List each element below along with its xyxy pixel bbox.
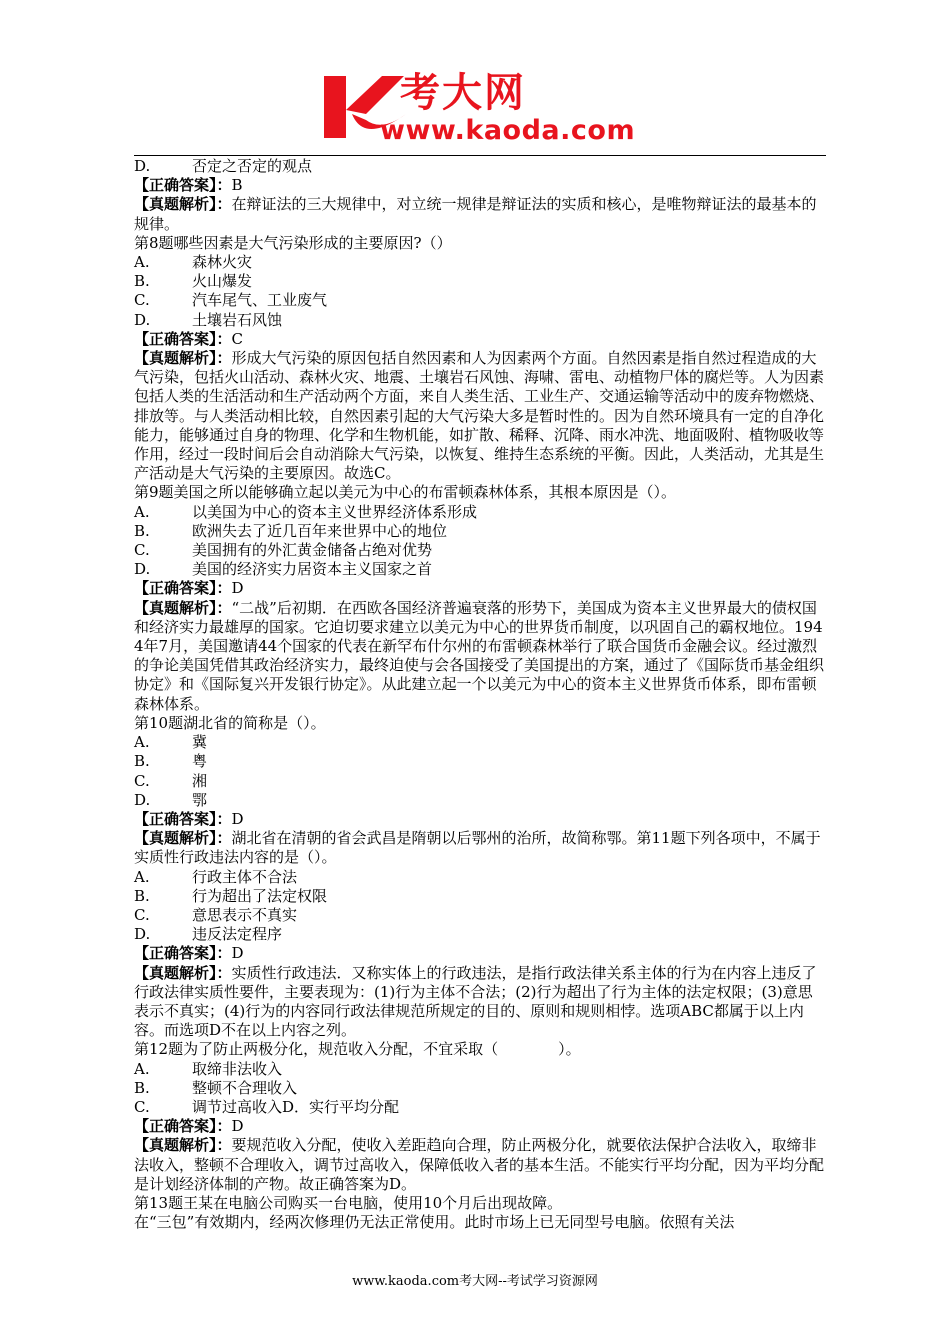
option-letter: B. bbox=[134, 886, 150, 905]
option-line bbox=[134, 868, 824, 887]
option-line bbox=[134, 1060, 824, 1079]
question-text: 第13题王某在电脑公司购买一台电脑，使用10个月后出现故障。 bbox=[134, 1193, 563, 1212]
option-line bbox=[134, 791, 824, 810]
analysis-text: 形成大气污染的原因包括自然因素和人为因素两个方面。自然因素是指自然过程造成的大气污染，包括火山活动、森林火灾、地震、土壤岩石风蚀、海啸、雷电、动植物尸体的腐烂等。人为因素包括人类的生活活动和生产活动两个方面，来自人类生活、工业生产、交通运输等活动中的废弃物燃烧、排放等。与人类活动相比较，自然因素引起的大气污染大多是暂时性的。因为自然环境具有一定的自净化能力，能够通过自身的物理、化学和生物机能，如扩散、稀释、沉降、雨水冲洗、地面吸附、植物吸收等作用，经过一段时间后会自动消除大气污染，以恢复、维持生态系统的平衡。因此，人类活动，尤其是生产活动是大气污染的主要原因。故选C。 bbox=[134, 349, 825, 483]
option-line bbox=[134, 503, 824, 522]
correct-answer bbox=[134, 810, 824, 829]
option-line bbox=[134, 772, 824, 791]
option-line bbox=[134, 1098, 824, 1117]
answer-value: D bbox=[231, 809, 244, 828]
option-text: 行政主体不合法 bbox=[192, 867, 298, 886]
answer-value: D bbox=[231, 944, 244, 963]
question-text: 4年7月，美国邀请44个国家的代表在新罕布什尔州的布雷顿森林举行了联合国货币金融会议。经过激烈的争论美国凭借其政治经济实力，最终迫使与会各国接受了美国提出的方案，通过了《国际货币基金组织协定》和《国际复兴开发银行协定》。从此建立起一个以美元为中心的资本主义世界货币体系，即布雷顿森林体系。 bbox=[134, 637, 825, 713]
analysis-text: 湖北省在清朝的省会武昌是隋朝以后鄂州的治所，故简称鄂。第11题下列各项中，不属于实质性行政违法内容的是（）。 bbox=[134, 829, 821, 867]
option-line bbox=[134, 925, 824, 944]
option-line bbox=[134, 560, 824, 579]
option-letter: D. bbox=[134, 310, 151, 329]
option-line bbox=[134, 1079, 824, 1098]
option-letter: D. bbox=[134, 157, 151, 175]
option-line bbox=[134, 733, 824, 752]
answer-value: C bbox=[231, 329, 243, 348]
question-text: 第9题美国之所以能够确立起以美元为中心的布雷顿森林体系，其根本原因是（）。 bbox=[134, 483, 677, 502]
analysis-text: 在辩证法的三大规律中，对立统一规律是辩证法的实质和核心，是唯物辩证法的最基本的规律。 bbox=[134, 195, 817, 233]
analysis-text: 实质性行政违法．又称实体上的行政违法，是指行政法律关系主体的行为在内容上违反了行政法律实质性要件，主要表现为：(1)行为主体不合法；(2)行为超出了行为主体的法定权限；(3)意思表示不真实；(4)行为的内容同行政法律规范所规定的目的、原则和规则相悖。选项ABC都属于以上内容。而选项D不在以上内容之列。 bbox=[134, 963, 817, 1040]
option-letter: A. bbox=[134, 867, 150, 886]
page-footer: www.kaoda.com考大网--考试学习资源网 bbox=[352, 1274, 598, 1289]
option-text: 粤 bbox=[192, 752, 208, 771]
option-letter: C. bbox=[134, 291, 150, 310]
answer-analysis bbox=[134, 964, 824, 1041]
option-line bbox=[134, 752, 824, 771]
answer-label: 【正确答案】： bbox=[134, 809, 232, 828]
option-letter: D. bbox=[134, 925, 151, 944]
correct-answer bbox=[134, 330, 824, 349]
option-letter: C. bbox=[134, 905, 150, 924]
option-text: 土壤岩石风蚀 bbox=[192, 310, 283, 329]
analysis-label: 【真题解析】： bbox=[134, 598, 232, 617]
answer-value: D bbox=[231, 579, 244, 598]
question-text: 第10题湖北省的简称是（）。 bbox=[134, 713, 326, 732]
option-text: 否定之否定的观点 bbox=[192, 157, 313, 175]
option-text: 以美国为中心的资本主义世界经济体系形成 bbox=[192, 502, 478, 521]
option-line bbox=[134, 887, 824, 906]
option-letter: B. bbox=[134, 1078, 150, 1097]
answer-label: 【正确答案】： bbox=[134, 944, 232, 963]
option-letter: B. bbox=[134, 521, 150, 540]
site-logo bbox=[322, 70, 642, 150]
option-letter: A. bbox=[134, 253, 150, 272]
option-line bbox=[134, 906, 824, 925]
option-letter: A. bbox=[134, 502, 150, 521]
analysis-label: 【真题解析】： bbox=[134, 195, 232, 214]
option-letter: C. bbox=[134, 541, 150, 560]
option-text: 汽车尾气、工业废气 bbox=[192, 291, 328, 310]
question-text: 第12题为了防止两极分化，规范收入分配，不宜采取（ ）。 bbox=[134, 1040, 581, 1059]
option-text: 冀 bbox=[192, 733, 208, 752]
analysis-label: 【真题解析】： bbox=[134, 349, 232, 368]
option-text: 欧洲失去了近几百年来世界中心的地位 bbox=[192, 521, 448, 540]
option-line bbox=[134, 541, 824, 560]
option-text: 森林火灾 bbox=[192, 253, 253, 272]
analysis-label: 【真题解析】： bbox=[134, 963, 232, 982]
option-line bbox=[134, 522, 824, 541]
option-line bbox=[134, 311, 824, 330]
question-text: 第8题哪些因素是大气污染形成的主要原因?（） bbox=[134, 233, 452, 252]
answer-label: 【正确答案】： bbox=[134, 579, 232, 598]
option-text: 整顿不合理收入 bbox=[192, 1078, 298, 1097]
option-letter: A. bbox=[134, 1059, 150, 1078]
option-text: 取缔非法收入 bbox=[192, 1059, 283, 1078]
option-text: 美国的经济实力居资本主义国家之首 bbox=[192, 560, 433, 579]
analysis-label: 【真题解析】： bbox=[134, 1136, 232, 1155]
option-line bbox=[134, 291, 824, 310]
option-letter: D. bbox=[134, 560, 151, 579]
analysis-label: 【真题解析】： bbox=[134, 829, 232, 848]
option-text: 行为超出了法定权限 bbox=[192, 886, 328, 905]
answer-analysis bbox=[134, 829, 824, 867]
option-text: 鄂 bbox=[192, 790, 208, 809]
option-letter: C. bbox=[134, 771, 150, 790]
answer-analysis bbox=[134, 1136, 824, 1194]
answer-analysis bbox=[134, 599, 824, 637]
option-line bbox=[134, 253, 824, 272]
document-body bbox=[134, 157, 824, 1232]
option-letter: B. bbox=[134, 752, 150, 771]
option-letter: C. bbox=[134, 1097, 150, 1116]
correct-answer bbox=[134, 176, 824, 195]
analysis-text: “二战”后初期．在西欧各国经济普遍衰落的形势下，美国成为资本主义世界最大的债权国和经济实力最雄厚的国家。它迫切要求建立以美元为中心的世界货币制度，以巩固自己的霸权地位。194 bbox=[134, 598, 823, 636]
option-letter: A. bbox=[134, 733, 150, 752]
correct-answer bbox=[134, 944, 824, 963]
correct-answer bbox=[134, 579, 824, 598]
logo-chinese-text: 考大网 bbox=[400, 70, 526, 116]
option-line bbox=[134, 157, 824, 176]
option-text: 意思表示不真实 bbox=[192, 905, 298, 924]
answer-label: 【正确答案】： bbox=[134, 329, 232, 348]
answer-value: D bbox=[231, 1117, 244, 1136]
option-text: 调节过高收入D．实行平均分配 bbox=[192, 1097, 400, 1116]
answer-label: 【正确答案】： bbox=[134, 1117, 232, 1136]
logo-url-text: www.kaoda.com bbox=[380, 115, 636, 146]
question-text: 在“三包”有效期内，经两次修理仍无法正常使用。此时市场上已无同型号电脑。依照有关法 bbox=[134, 1213, 735, 1232]
answer-analysis bbox=[134, 349, 824, 483]
option-letter: B. bbox=[134, 272, 150, 291]
option-text: 美国拥有的外汇黄金储备占绝对优势 bbox=[192, 541, 433, 560]
analysis-text: 要规范收入分配，使收入差距趋向合理，防止两极分化，就要依法保护合法收入，取缔非法收入，整顿不合理收入，调节过高收入，保障低收入者的基本生活。不能实行平均分配，因为平均分配是计划经济体制的产物。故正确答案为D。 bbox=[134, 1136, 825, 1193]
header-divider bbox=[134, 155, 826, 156]
correct-answer bbox=[134, 1117, 824, 1136]
answer-label: 【正确答案】： bbox=[134, 176, 232, 195]
option-line bbox=[134, 272, 824, 291]
answer-analysis bbox=[134, 195, 824, 233]
answer-value: B bbox=[231, 176, 243, 195]
option-text: 违反法定程序 bbox=[192, 925, 283, 944]
option-text: 湘 bbox=[192, 771, 208, 790]
option-text: 火山爆发 bbox=[192, 272, 253, 291]
option-letter: D. bbox=[134, 790, 151, 809]
